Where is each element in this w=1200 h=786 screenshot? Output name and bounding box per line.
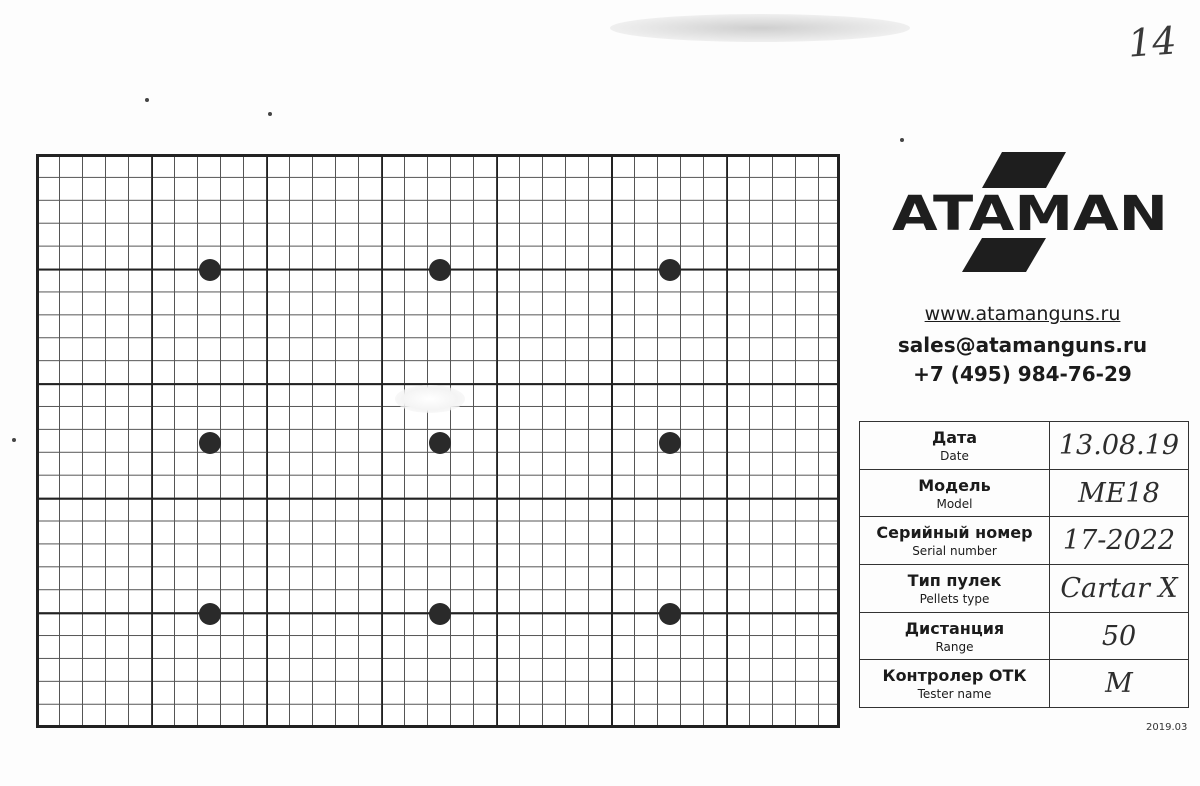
scan-speck [12,438,16,442]
spec-label-ru: Дата [931,427,978,447]
spec-row-range [860,613,1188,661]
logo-stripe-top [982,152,1066,188]
spec-table [859,421,1189,708]
spec-row-date [860,422,1188,470]
spec-label [860,470,1050,517]
spec-row-tester [860,660,1188,707]
aim-point [199,432,221,454]
spec-label-ru: Дистанция [904,618,1005,638]
website-link[interactable]: www.atamanguns.ru [924,303,1121,325]
spec-label-en: Range [935,639,974,654]
aim-point [429,432,451,454]
aim-point [199,603,221,625]
spec-label-ru: Контролер ОТК [882,666,1027,686]
scan-smudge [610,14,910,42]
spec-label-ru: Тип пулек [907,570,1002,590]
spec-value-tester: M [1105,668,1133,700]
spec-row-pellets [860,565,1188,613]
spec-label-en: Pellets type [919,591,990,606]
spec-value-serial: 17-2022 [1062,525,1176,557]
email-address[interactable]: sales@atamanguns.ru [897,333,1148,357]
spec-label [860,660,1050,707]
scan-speck [268,112,272,116]
logo-stripe-bottom [962,238,1046,272]
aim-point [429,259,451,281]
aim-point [659,603,681,625]
spec-label [860,565,1050,612]
spec-row-serial [860,517,1188,565]
spec-label-en: Tester name [917,687,992,702]
ataman-logo [880,150,1180,275]
aim-point [199,259,221,281]
spec-value-range: 50 [1101,620,1137,652]
spec-label [860,422,1050,469]
spec-value-model: ME18 [1078,477,1160,509]
aim-point [659,259,681,281]
pellet-hole-mark [395,385,465,413]
spec-label [860,517,1050,564]
phone-number: +7 (495) 984-76-29 [913,362,1132,386]
spec-value-date: 13.08.19 [1058,429,1180,461]
spec-label-ru: Модель [918,475,991,495]
aim-point [429,603,451,625]
spec-label-ru: Серийный номер [876,523,1033,543]
form-version: 2019.03 [1146,722,1188,733]
scan-speck [900,138,904,142]
spec-value-pellets: Cartar X [1060,572,1178,604]
handwritten-page-number: 14 [1126,18,1178,66]
logo-wordmark: ATAMAN [892,186,1168,242]
spec-label-en: Serial number [912,544,997,559]
aim-point [659,432,681,454]
scan-speck [145,98,149,102]
spec-label-en: Date [940,448,969,463]
spec-row-model [860,470,1188,518]
target-grid [36,154,840,728]
spec-label-en: Model [936,496,973,511]
spec-label [860,613,1050,660]
